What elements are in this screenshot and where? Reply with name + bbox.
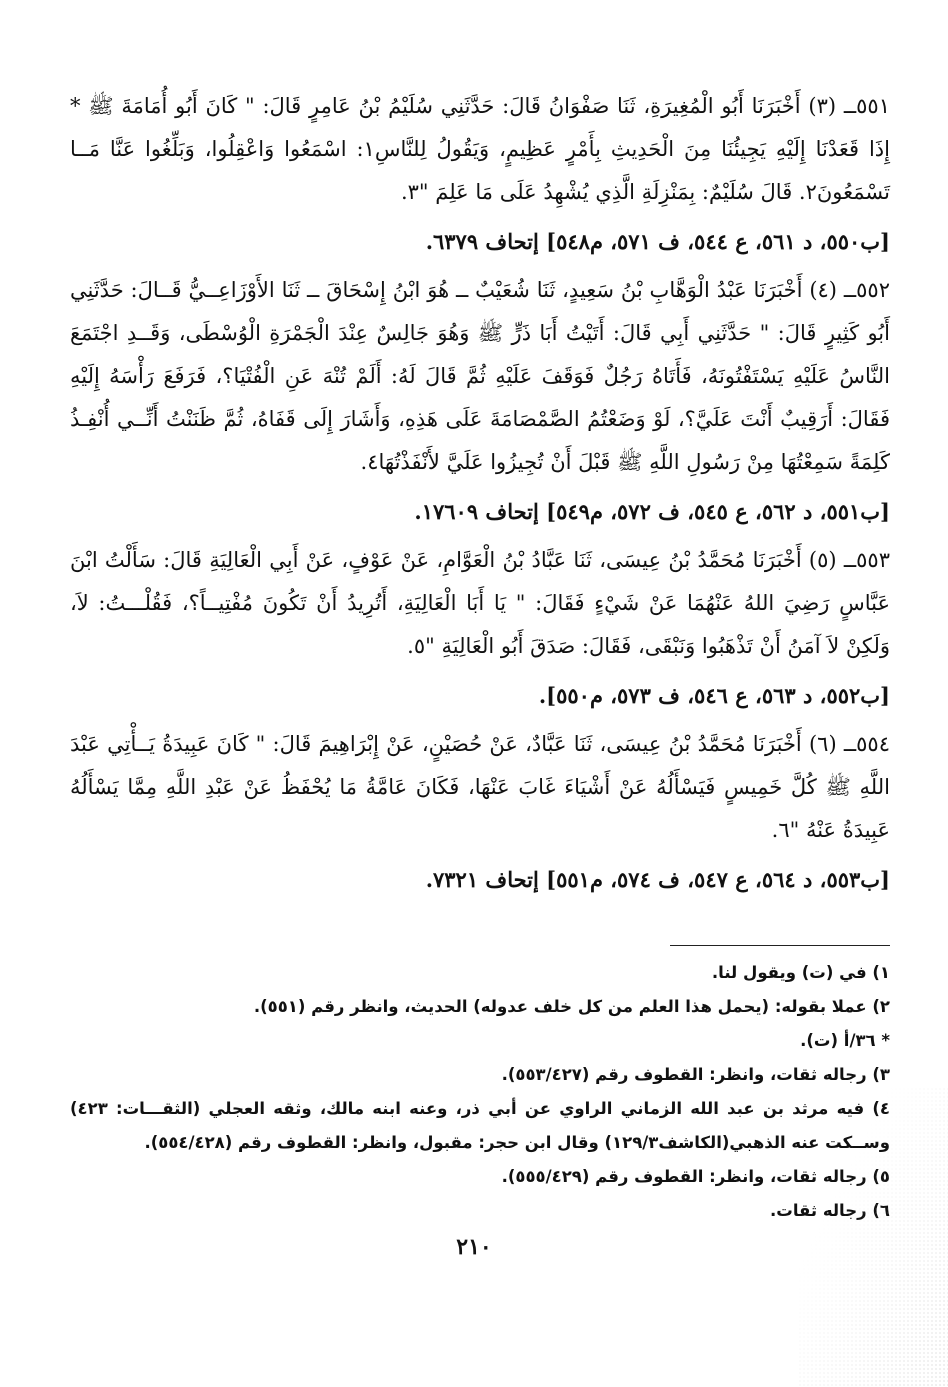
footnote-1: ١) في (ت) ويقول لنا.: [711, 963, 890, 982]
page: [70, 85, 890, 1228]
footnote-divider: [670, 945, 890, 946]
footnote-5: ٥) رجاله ثقات، وانظر: القطوف رقم (٥٥٥/٤٢٩).: [501, 1167, 890, 1186]
footnote-6: ٦) رجاله ثقات.: [769, 1201, 890, 1220]
main-text: [70, 85, 890, 901]
footnote-3: ٣) رجاله ثقات، وانظر: القطوف رقم (٥٥٣/٤٢٧).: [501, 1065, 890, 1084]
reference-554: [ب٥٥٣، د ٥٦٤، ع ٥٤٧، ف ٥٧٤، م٥٥١] إتحاف ٧٣٢١.: [425, 867, 890, 892]
footnotes: [70, 956, 890, 1228]
footnote-2: ٢) عملا بقوله: (يحمل هذا العلم من كل خلف عدوله) الحديث، وانظر رقم (٥٥١).: [253, 997, 890, 1016]
reference-552: [ب٥٥١، د ٥٦٢، ع ٥٤٥، ف ٥٧٢، م٥٤٩] إتحاف ١٧٦٠٩.: [414, 499, 890, 524]
hadith-552: ٥٥٢ــ (٤) أَخْبَرَنَا عَبْدُ الْوَهَّابِ بْنُ سَعِيدٍ، ثَنَا شُعَيْبٌ ــ هُوَ ابْنُ إِسْحَاقَ ــ ثَنَا الأَوْزَاعِــيُّ قَــالَ: حَدَّثَنِي أَبُو كَثِيرٍ قَالَ: " حَدَّثَنِي أَبِي قَالَ: أَتَيْتُ أَبَا ذَرٍّ ﷺ وَهُوَ جَالِسٌ عِنْدَ الْجَمْرَةِ الْوُسْطَى، وَقَــدِ اجْتَمَعَ النَّاسُ عَلَيْهِ يَسْتَفْتُونَهُ، فَأَتَاهُ رَجُلٌ فَوَقَفَ عَلَيْهِ ثُمَّ قَالَ لَهُ: أَلَمْ تُنْهَ عَنِ الْفُتْيَا؟، فَرَفَعَ رَأْسَهُ إِلَيْهِ فَقَالَ: أَرَقِيبٌ أَنْتَ عَلَيَّ؟، لَوْ وَضَعْتُمُ الصَّمْصَامَةَ عَلَى هَذِهِ، وَأَشَارَ إِلَى قَفَاهُ، ثُمَّ ظَنَنْتُ أَنِّــي أُنْفِـذُ كَلِمَةً سَمِعْتُهَا مِنْ رَسُولِ اللَّهِ ﷺ قَبْلَ أَنْ تُجِيزُوا عَلَيَّ لأَنْفَذْتُهَا٤.: [70, 278, 890, 474]
page-number: ٢١٠: [456, 1234, 492, 1260]
hadith-554: ٥٥٤ــ (٦) أَخْبَرَنَا مُحَمَّدُ بْنُ عِيسَى، ثَنَا عَبَّادٌ، عَنْ حُصَيْنٍ، عَنْ إِبْرَاهِيمَ قَالَ: " كَانَ عَبِيدَةُ يَــأْتِي عَبْدَ اللَّهِ ﷺ كُلَّ خَمِيسٍ فَيَسْأَلُهُ عَنْ أَشْيَاءَ غَابَ عَنْهَا، فَكَانَ عَامَّةُ مَا يُحْفَظُ عَنْ عَبْدِ اللَّهِ مِمَّا يَسْأَلُهُ عَبِيدَةُ عَنْهُ "٦.: [70, 732, 890, 842]
folio-note: * ٣٦/أ (ت).: [800, 1031, 890, 1050]
scan-texture: [798, 1087, 948, 1387]
reference-551: [ب٥٥٠، د ٥٦١، ع ٥٤٤، ف ٥٧١، م٥٤٨] إتحاف ٦٣٧٩.: [425, 229, 890, 254]
hadith-553: ٥٥٣ــ (٥) أَخْبَرَنَا مُحَمَّدُ بْنُ عِيسَى، ثَنَا عَبَّادُ بْنُ الْعَوَّامِ، عَنْ عَوْفٍ، عَنْ أَبِي الْعَالِيَةِ قَالَ: سَأَلْتُ ابْنَ عَبَّاسٍ رَضِيَ اللهُ عَنْهُمَا عَنْ شَيْءٍ فَقَالَ: " يَا أَبَا الْعَالِيَةِ، أَتُرِيدُ أَنْ تَكُونَ مُفْتِيــاً؟، فَقُلْـــتُ: لاَ، وَلَكِنْ لاَ آمَنُ أَنْ تَذْهَبُوا وَنَبْقَى، فَقَالَ: صَدَقَ أَبُو الْعَالِيَةِ "٥.: [70, 548, 890, 658]
hadith-551: ٥٥١ــ (٣) أَخْبَرَنَا أَبُو الْمُغِيرَةِ، ثَنَا صَفْوَانُ قَالَ: حَدَّثَنِي سُلَيْمُ بْنُ عَامِرٍ قَالَ: " كَانَ أَبُو أُمَامَةَ ﷺ * إِذَا قَعَدْنَا إِلَيْهِ يَجِيئُنَا مِنَ الْحَدِيثِ بِأَمْرٍ عَظِيمٍ، وَيَقُولُ لِلنَّاسِ١: اسْمَعُوا وَاعْقِلُوا، وَبَلِّغُوا عَنَّا مَــا تَسْمَعُونَ٢. قَالَ سُلَيْمٌ: بِمَنْزِلَةِ الَّذِي يُشْهِدُ عَلَى مَا عَلِمَ "٣.: [70, 94, 890, 204]
footnote-4: ٤) فيه مرثد بن عبد الله الزماني الراوي عن أبي ذر، وعنه ابنه مالك، وثقه العجلي (الثقـــات: ٤٢٣) وســكت عنه الذهبي(الكاشف١٢٩/٣) وقال ابن حجر: مقبول، وانظر: القطوف رقم (٥٥٤/٤٢٨).: [70, 1099, 890, 1152]
reference-553: [ب٥٥٢، د ٥٦٣، ع ٥٤٦، ف ٥٧٣، م٥٥٠].: [538, 683, 890, 708]
